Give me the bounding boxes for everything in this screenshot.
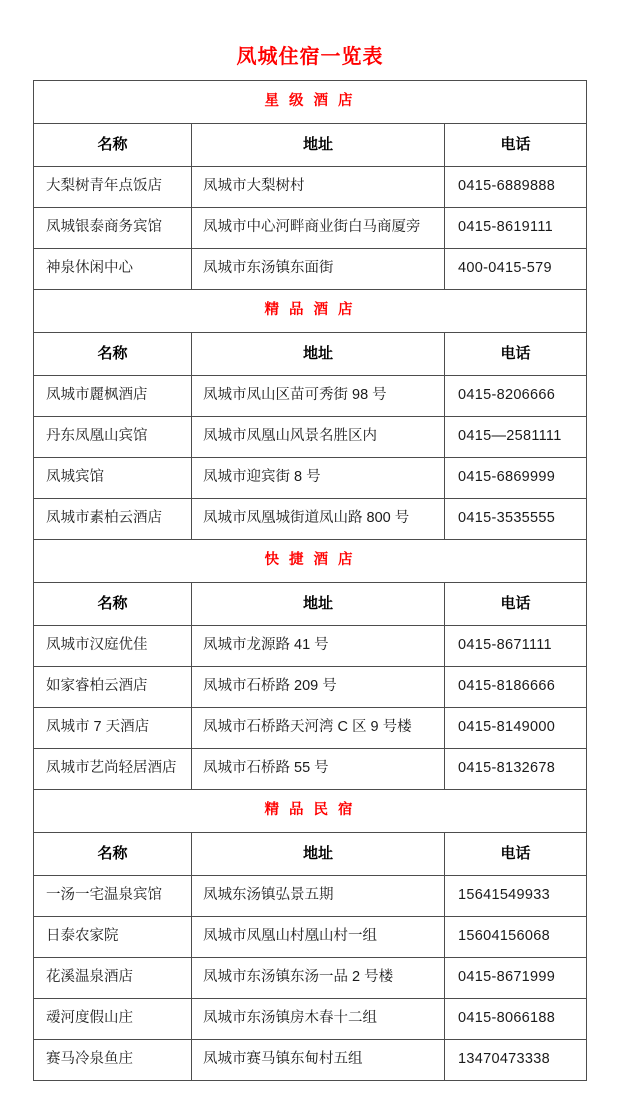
address-cell: 凤城市东汤镇房木春十二组 — [192, 999, 445, 1040]
hotel-name-cell: 叆河度假山庄 — [34, 999, 192, 1040]
hotel-name-cell: 日泰农家院 — [34, 917, 192, 958]
column-header-address: 地址 — [192, 583, 445, 626]
table-row — [34, 417, 587, 458]
address-cell: 凤城市迎宾街 8 号 — [192, 458, 445, 499]
hotel-name-cell: 凤城市 7 天酒店 — [34, 708, 192, 749]
address-cell: 凤城市凤凰山村凰山村一组 — [192, 917, 445, 958]
phone-cell: 0415-8671999 — [445, 958, 587, 999]
table-row — [34, 667, 587, 708]
table-row — [34, 208, 587, 249]
phone-cell: 0415-8671111 — [445, 626, 587, 667]
address-cell: 凤城市东汤镇东面街 — [192, 249, 445, 290]
table-row — [34, 376, 587, 417]
hotel-name-cell: 凤城市素柏云酒店 — [34, 499, 192, 540]
table-row — [34, 499, 587, 540]
column-header-address: 地址 — [192, 333, 445, 376]
address-cell: 凤城市石桥路天河湾 C 区 9 号楼 — [192, 708, 445, 749]
address-cell: 凤城市龙源路 41 号 — [192, 626, 445, 667]
phone-cell: 400-0415-579 — [445, 249, 587, 290]
hotel-name-cell: 花溪温泉酒店 — [34, 958, 192, 999]
column-header-row — [34, 124, 587, 167]
phone-cell: 0415-8066188 — [445, 999, 587, 1040]
address-cell: 凤城市石桥路 209 号 — [192, 667, 445, 708]
hotel-name-cell: 凤城银泰商务宾馆 — [34, 208, 192, 249]
column-header-row — [34, 583, 587, 626]
section-header-row — [34, 790, 587, 833]
table-row — [34, 876, 587, 917]
phone-cell: 0415-8132678 — [445, 749, 587, 790]
column-header-name: 名称 — [34, 583, 192, 626]
column-header-name: 名称 — [34, 124, 192, 167]
table-row — [34, 458, 587, 499]
hotel-name-cell: 大梨树青年点饭店 — [34, 167, 192, 208]
section-header-row — [34, 540, 587, 583]
column-header-name: 名称 — [34, 333, 192, 376]
phone-cell: 13470473338 — [445, 1040, 587, 1081]
phone-cell: 0415—2581111 — [445, 417, 587, 458]
table-row — [34, 749, 587, 790]
section-header-boutique-homestays: 精 品 民 宿 — [34, 790, 587, 833]
address-cell: 凤城市大梨树村 — [192, 167, 445, 208]
phone-cell: 0415-8149000 — [445, 708, 587, 749]
phone-cell: 0415-8619111 — [445, 208, 587, 249]
section-header-row — [34, 81, 587, 124]
column-header-row — [34, 333, 587, 376]
table-row — [34, 167, 587, 208]
hotel-name-cell: 如家睿柏云酒店 — [34, 667, 192, 708]
column-header-address: 地址 — [192, 833, 445, 876]
lodging-table — [33, 80, 587, 1081]
column-header-phone: 电话 — [445, 833, 587, 876]
table-row — [34, 708, 587, 749]
address-cell: 凤城市东汤镇东汤一品 2 号楼 — [192, 958, 445, 999]
column-header-address: 地址 — [192, 124, 445, 167]
address-cell: 凤城东汤镇弘景五期 — [192, 876, 445, 917]
table-row — [34, 958, 587, 999]
hotel-name-cell: 赛马冷泉鱼庄 — [34, 1040, 192, 1081]
phone-cell: 0415-6889888 — [445, 167, 587, 208]
column-header-phone: 电话 — [445, 583, 587, 626]
section-header-row — [34, 290, 587, 333]
address-cell: 凤城市凤凰山风景名胜区内 — [192, 417, 445, 458]
address-cell: 凤城市中心河畔商业街白马商厦旁 — [192, 208, 445, 249]
table-row — [34, 1040, 587, 1081]
table-row — [34, 249, 587, 290]
phone-cell: 15641549933 — [445, 876, 587, 917]
column-header-row — [34, 833, 587, 876]
hotel-name-cell: 凤城市汉庭优佳 — [34, 626, 192, 667]
column-header-phone: 电话 — [445, 333, 587, 376]
phone-cell: 0415-8186666 — [445, 667, 587, 708]
hotel-name-cell: 凤城宾馆 — [34, 458, 192, 499]
section-header-star-hotels: 星 级 酒 店 — [34, 81, 587, 124]
column-header-name: 名称 — [34, 833, 192, 876]
hotel-name-cell: 凤城市艺尚轻居酒店 — [34, 749, 192, 790]
address-cell: 凤城市赛马镇东甸村五组 — [192, 1040, 445, 1081]
address-cell: 凤城市凤山区苗可秀街 98 号 — [192, 376, 445, 417]
address-cell: 凤城市石桥路 55 号 — [192, 749, 445, 790]
section-header-express-hotels: 快 捷 酒 店 — [34, 540, 587, 583]
hotel-name-cell: 一汤一宅温泉宾馆 — [34, 876, 192, 917]
phone-cell: 0415-3535555 — [445, 499, 587, 540]
table-row — [34, 917, 587, 958]
section-header-boutique-hotels: 精 品 酒 店 — [34, 290, 587, 333]
phone-cell: 0415-6869999 — [445, 458, 587, 499]
page-title: 凤城住宿一览表 — [236, 46, 384, 68]
phone-cell: 15604156068 — [445, 917, 587, 958]
phone-cell: 0415-8206666 — [445, 376, 587, 417]
address-cell: 凤城市凤凰城街道凤山路 800 号 — [192, 499, 445, 540]
table-row — [34, 999, 587, 1040]
hotel-name-cell: 凤城市麗枫酒店 — [34, 376, 192, 417]
hotel-name-cell: 丹东凤凰山宾馆 — [34, 417, 192, 458]
table-row — [34, 626, 587, 667]
hotel-name-cell: 神泉休闲中心 — [34, 249, 192, 290]
column-header-phone: 电话 — [445, 124, 587, 167]
